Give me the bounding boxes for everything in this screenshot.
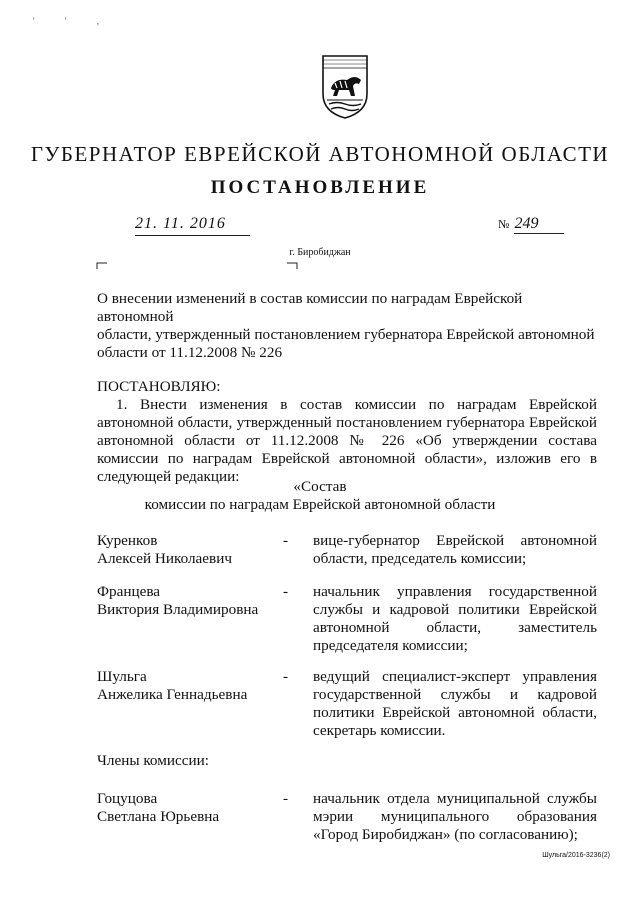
members-heading: Члены комиссии: [97,752,209,769]
member-given-names: Светлана Юрьевна [97,808,220,825]
scan-marks: ' ' , [33,16,113,26]
document-number: 249 [514,215,564,234]
member-name [97,583,277,619]
subject-line: О внесении изменений в состав комиссии по наградам Еврейской автономной [97,290,523,325]
member-surname: Куренков [97,532,158,549]
composition-title-line2: комиссии по наградам Еврейской автономной области [144,496,496,513]
member-name [97,790,277,826]
member-role: вице-губернатор Еврейской автономной области, председатель комиссии; [313,532,597,567]
coat-of-arms-emblem [317,50,373,120]
document-city: г. Биробиджан [289,247,351,258]
member-name [97,668,277,704]
member-given-names: Алексей Николаевич [97,550,232,567]
composition-title-line1: «Состав [293,478,347,495]
corner-mark-left [96,262,108,270]
member-given-names: Анжелика Геннадьевна [97,686,248,703]
member-dash: - [283,532,289,549]
member-dash: - [283,583,289,600]
member-surname: Францева [97,583,161,600]
member-dash: - [283,790,289,807]
member-surname: Гоцуцова [97,790,158,807]
member-role: ведущий специалист-эксперт управления государственной службы и кадровой политики Еврейской автономной области, секретарь комиссии. [313,668,597,739]
member-role: начальник отдела муниципальной службы мэрии муниципального образования «Город Биробиджан» (по согласованию); [313,790,597,843]
number-sign: № [498,217,510,231]
corner-mark-right [286,262,298,270]
decree-item-1: 1. Внести изменения в состав комиссии по наградам Еврейской автономной области, утвержденный постановлением губернатора Еврейской автономной области от 11.12.2008 № 226 «Об утверждении состава комиссии по наградам Еврейской автономной области», изложив его в следующей редакции: [97,396,597,485]
member-given-names: Виктория Владимировна [97,601,259,618]
document-number-block [498,215,573,235]
member-name [97,532,277,568]
document-type-heading: ПОСТАНОВЛЕНИЕ [210,177,430,198]
document-subject [97,290,597,362]
member-surname: Шульга [97,668,147,685]
member-role: начальник управления государственной службы и кадровой политики Еврейской автономной области, заместитель председателя комиссии; [313,583,597,654]
authority-heading: ГУБЕРНАТОР ЕВРЕЙСКОЙ АВТОНОМНОЙ ОБЛАСТИ [30,142,610,166]
subject-line: области от 11.12.2008 № 226 [97,344,283,361]
footer-code: Шульга/2016-3236(2) [542,852,610,859]
decree-word: ПОСТАНОВЛЯЮ: [97,378,221,395]
subject-line: области, утвержденный постановлением губернатора Еврейской автономной [97,326,595,343]
document-date: 21. 11. 2016 [135,215,250,236]
member-dash: - [283,668,289,685]
